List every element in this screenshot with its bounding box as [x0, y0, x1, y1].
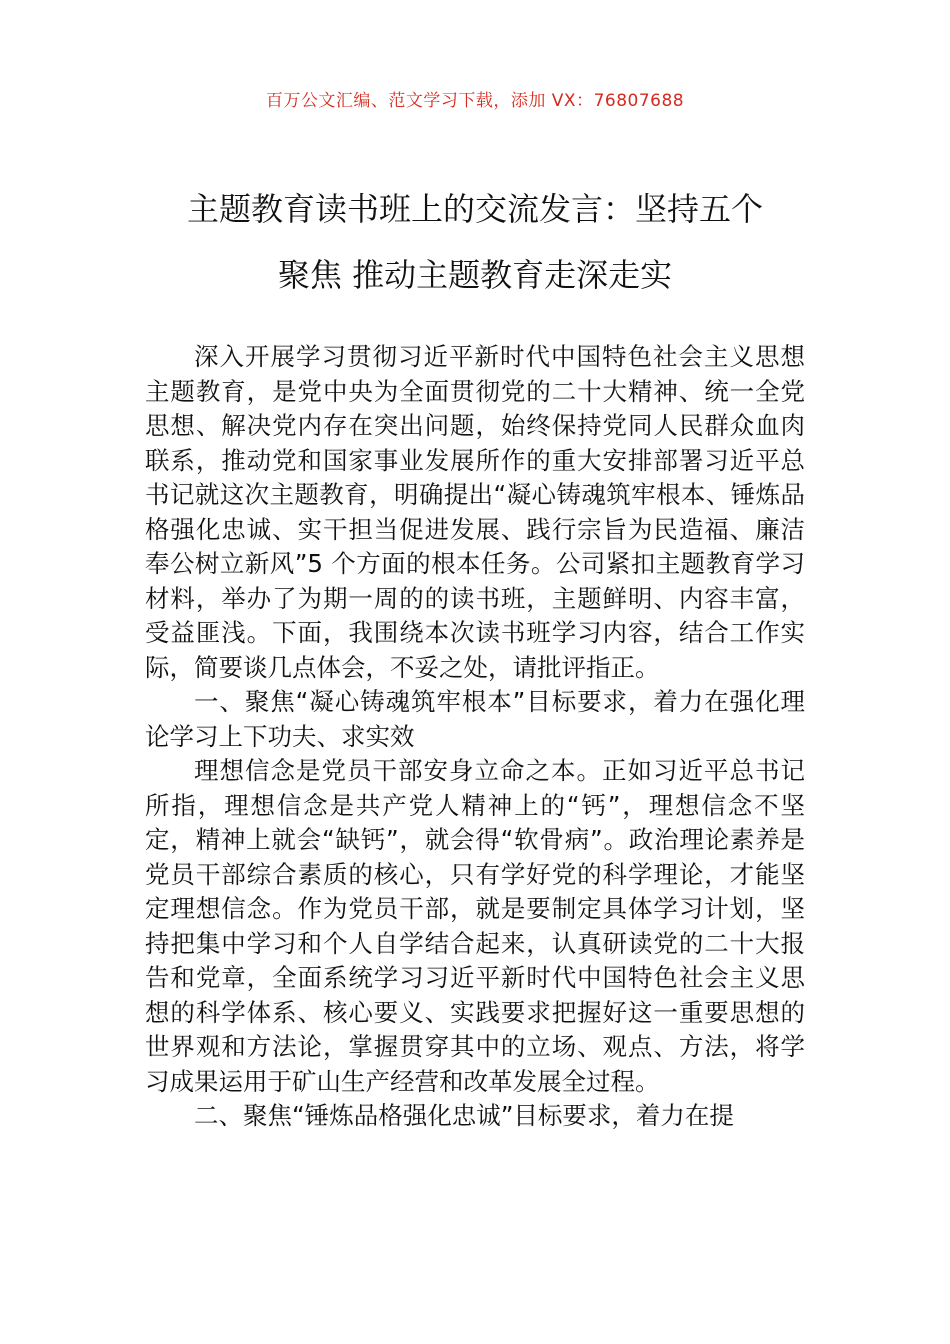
section-heading-1: 一、聚焦“凝心铸魂筑牢根本”目标要求，着力在强化理论学习上下功夫、求实效 [145, 687, 805, 751]
document-title [120, 176, 830, 308]
section-heading-2: 二、聚焦“锤炼品格强化忠诚”目标要求，着力在提 [194, 1101, 734, 1130]
header-promo-note: 百万公文汇编、范文学习下载，添加 VX：76807688 [265, 91, 685, 111]
document-body [145, 340, 805, 1134]
paragraph-intro: 深入开展学习贯彻习近平新时代中国特色社会主义思想主题教育，是党中央为全面贯彻党的二十大精神、统一全党思想、解决党内存在突出问题，始终保持党同人民群众血肉联系，推动党和国家事业发展所作的重大安排部署习近平总书记就这次主题教育，明确提出“凝心铸魂筑牢根本、锤炼品格强化忠诚、实干担当促进发展、践行宗旨为民造福、廉洁奉公树立新风”5 个方面的根本任务。公司紧扣主题教育学习材料，举办了为期一周的的读书班，主题鲜明、内容丰富，受益匪浅。下面，我围绕本次读书班学习内容，结合工作实际，简要谈几点体会，不妥之处，请批评指正。 [145, 342, 805, 682]
paragraph-section-1: 理想信念是党员干部安身立命之本。正如习近平总书记所指，理想信念是共产党人精神上的“钙”，理想信念不坚定，精神上就会“缺钙”，就会得“软骨病”。政治理论素养是党员干部综合素质的核心，只有学好党的科学理论，才能坚定理想信念。作为党员干部，就是要制定具体学习计划，坚持把集中学习和个人自学结合起来，认真研读党的二十大报告和党章，全面系统学习习近平新时代中国特色社会主义思想的科学体系、核心要义、实践要求把握好这一重要思想的世界观和方法论，掌握贯穿其中的立场、观点、方法，将学习成果运用于矿山生产经营和改革发展全过程。 [145, 756, 805, 1096]
title-line-2: 聚焦 推动主题教育走深走实 [277, 256, 673, 294]
title-line-1: 主题教育读书班上的交流发言：坚持五个 [186, 190, 763, 228]
